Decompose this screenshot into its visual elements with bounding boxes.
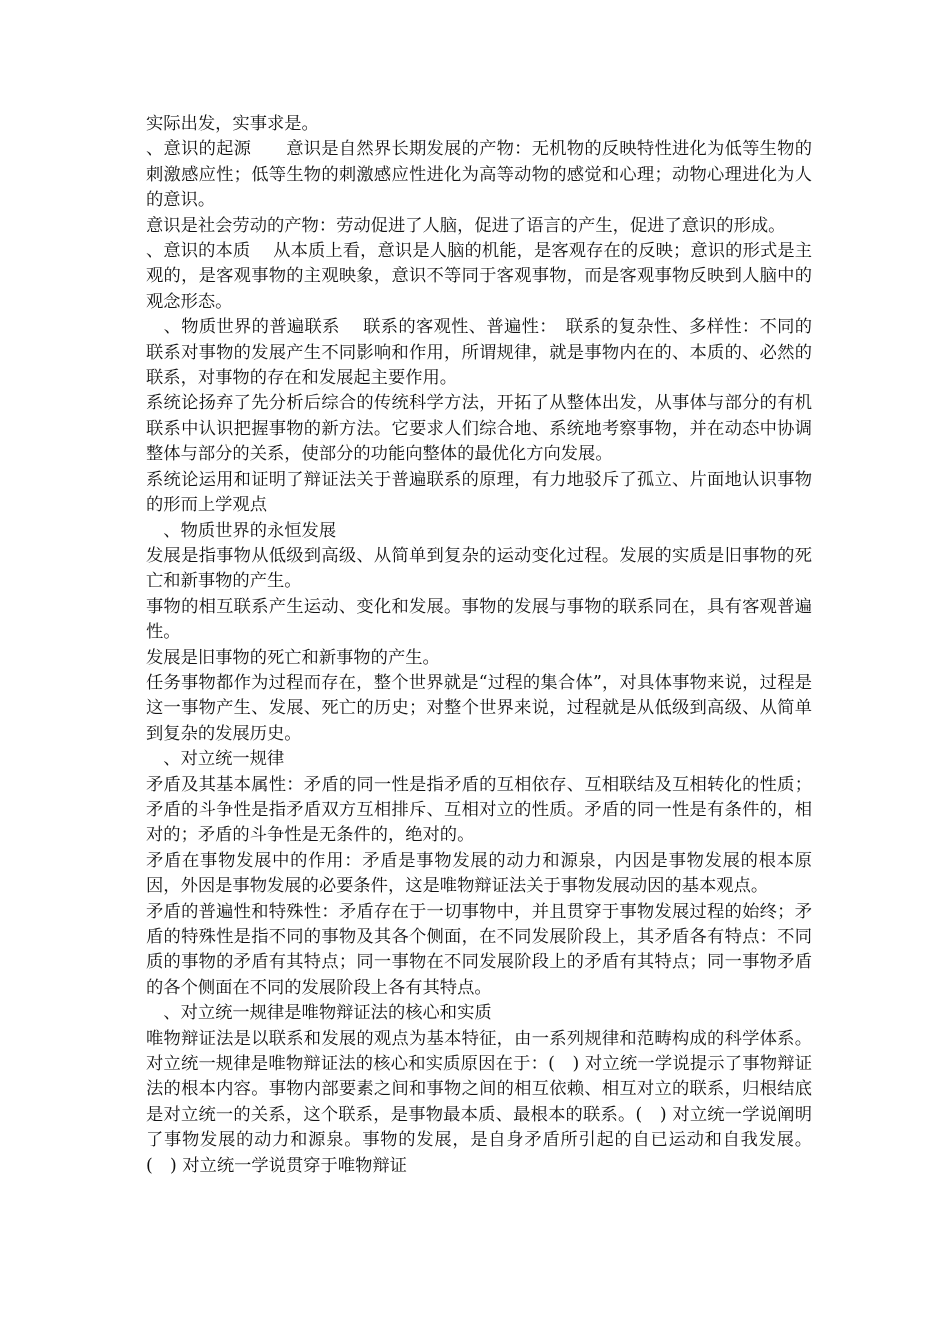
paragraph: 发展是旧事物的死亡和新事物的产生。 (146, 647, 440, 668)
paragraph: 任务事物都作为过程而存在，整个世界就是“过程的集合体”，对具体事物来说，过程是这一事物产生、发展、死亡的历史；对整个世界来说，过程就是从低级到高级、从简单到复杂的发展历史。 (146, 672, 812, 744)
paragraph: 事物的相互联系产生运动、变化和发展。事物的发展与事物的联系同在，具有客观普遍性。 (146, 596, 812, 643)
paragraph: 意识是社会劳动的产物：劳动促进了人脑，促进了语言的产生，促进了意识的形成。 (146, 215, 786, 236)
section-heading: 、对立统一规律 (146, 749, 285, 770)
paragraph: 发展是指事物从低级到高级、从简单到复杂的运动变化过程。发展的实质是旧事物的死亡和新事物的产生。 (146, 545, 812, 592)
paragraph: 实际出发，实事求是。 (146, 114, 319, 134)
paragraph: 系统论扬弃了先分析后综合的传统科学方法，开拓了从整体出发，从事体与部分的有机联系中认识把握事物的新方法。它要求人们综合地、系统地考察事物，并在动态中协调整体与部分的关系，使部分的功能向整体的最优化方向发展。 (146, 393, 812, 465)
paragraph: 、意识的起源 意识是自然界长期发展的产物：无机物的反映特性进化为低等生物的刺激感应性；低等生物的刺激感应性进化为高等动物的感觉和心理；动物心理进化为人的意识。 (146, 139, 812, 211)
document-body (146, 112, 812, 1179)
paragraph: 、物质世界的普遍联系 联系的客观性、普遍性： 联系的复杂性、多样性：不同的联系对事物的发展产生不同影响和作用，所谓规律，就是事物内在的、本质的、必然的联系，对事物的存在和发展起主要作用。 (146, 317, 812, 389)
paragraph: 系统论运用和证明了辩证法关于普遍联系的原理，有力地驳斥了孤立、片面地认识事物的形而上学观点 (146, 469, 812, 516)
section-heading: 、物质世界的永恒发展 (146, 520, 337, 541)
section-heading: 、对立统一规律是唯物辩证法的核心和实质 (146, 1003, 492, 1024)
paragraph: 、意识的本质 从本质上看，意识是人脑的机能，是客观存在的反映；意识的形式是主观的，是客观事物的主观映象，意识不等同于客观事物，而是客观事物反映到人脑中的观念形态。 (146, 241, 812, 312)
paragraph: 唯物辩证法是以联系和发展的观点为基本特征，由一系列规律和范畴构成的科学体系。对立统一规律是唯物辩证法的核心和实质原因在于：( ) 对立统一学说提示了事物辩证法的根本内容。事物内部要素之间和事物之间的相互依赖、相互对立的联系，归根结底是对立统一的关系，这个联系，是事物最本质、最根本的联系。( ) 对立统一学说阐明了事物发展的动力和源泉。事物的发展，是自身矛盾所引起的自已运动和自我发展。( ) 对立统一学说贯穿于唯物辩证 (146, 1028, 812, 1176)
paragraph: 矛盾在事物发展中的作用：矛盾是事物发展的动力和源泉，内因是事物发展的根本原因，外因是事物发展的必要条件，这是唯物辩证法关于事物发展动因的基本观点。 (146, 850, 812, 897)
paragraph: 矛盾及其基本属性：矛盾的同一性是指矛盾的互相依存、互相联结及互相转化的性质；矛盾的斗争性是指矛盾双方互相排斥、互相对立的性质。矛盾的同一性是有条件的，相对的；矛盾的斗争性是无条件的，绝对的。 (146, 774, 812, 846)
paragraph: 矛盾的普遍性和特殊性：矛盾存在于一切事物中，并且贯穿于事物发展过程的始终；矛盾的特殊性是指不同的事物及其各个侧面，在不同发展阶段上，其矛盾各有特点：不同质的事物的矛盾有其特点；同一事物在不同发展阶段上的矛盾有其特点；同一事物矛盾的各个侧面在不同的发展阶段上各有其特点。 (146, 901, 812, 998)
